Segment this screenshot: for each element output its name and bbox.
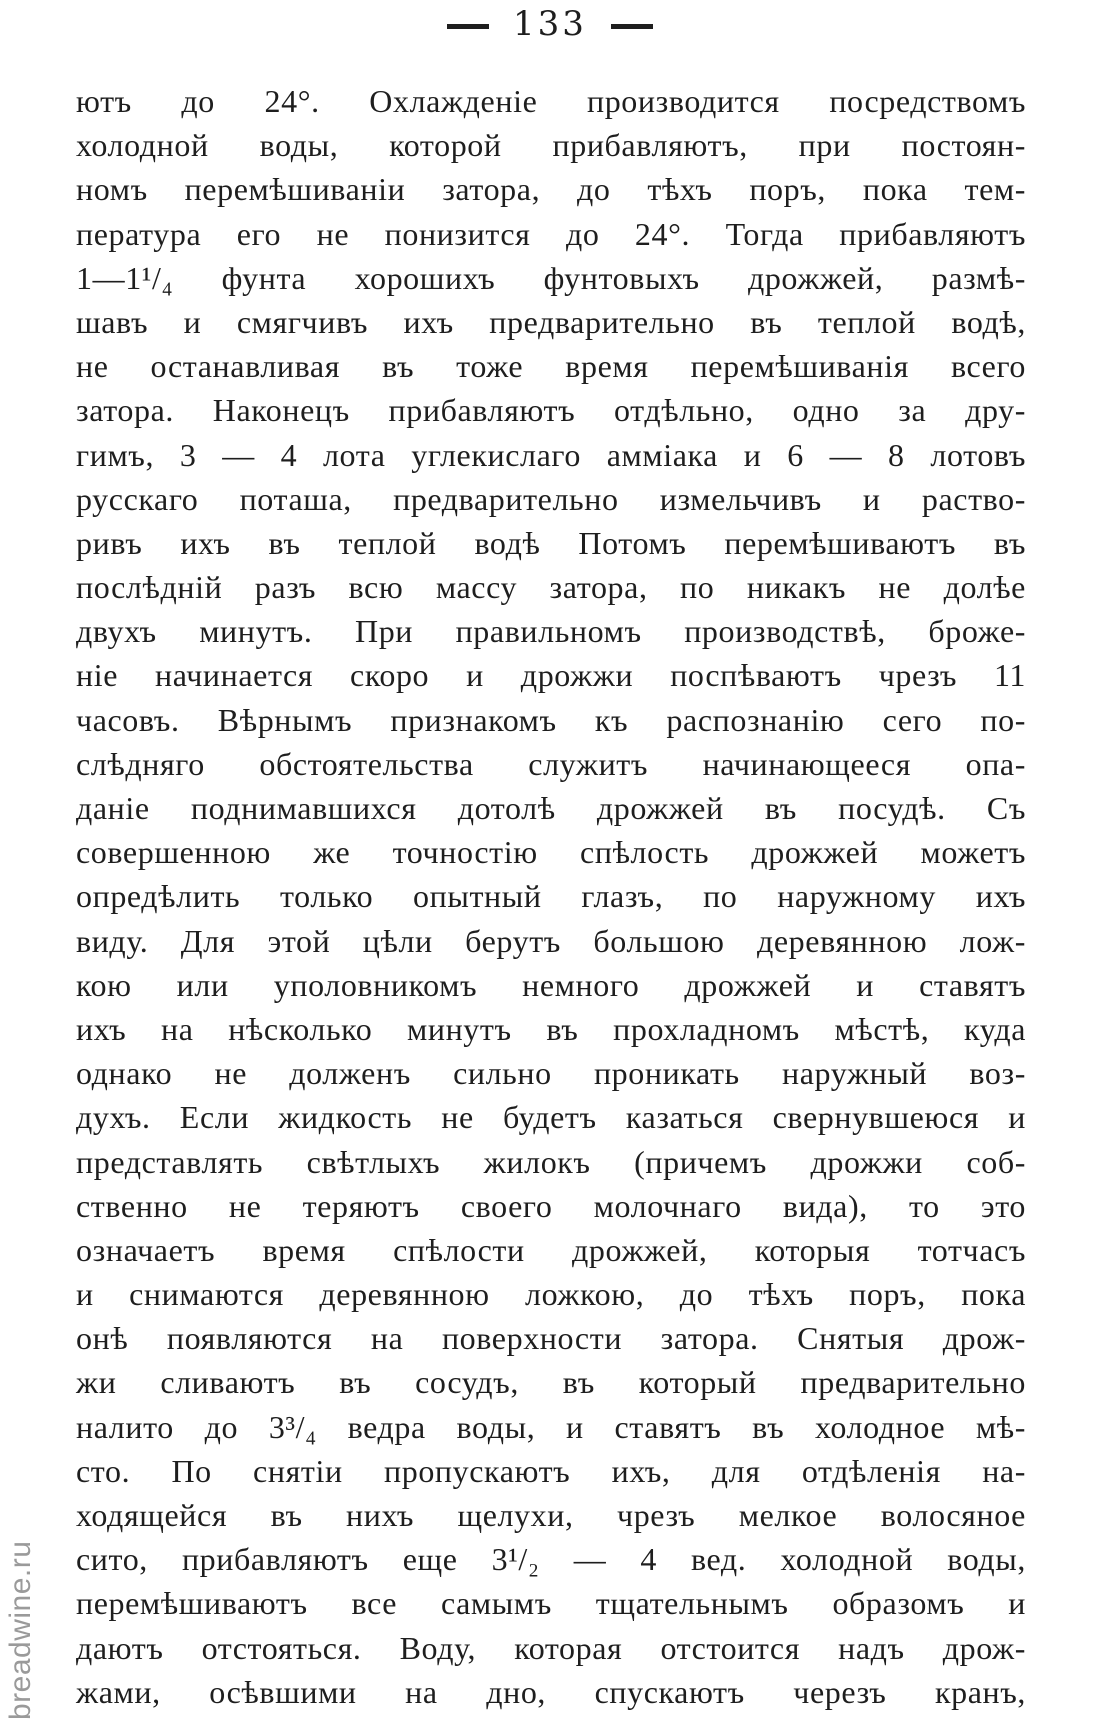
text-line: даютъ отстояться. Воду, которая отстоится надъ дрож- [76, 1629, 1026, 1666]
text-line: русскаго поташа, предварительно измельчивъ и раство- [76, 480, 1026, 517]
text-line: холодной воды, которой прибавляютъ, при постоян- [76, 127, 1026, 164]
text-line: сито, прибавляютъ еще 3¹/₂ — 4 вед. холодной воды, [76, 1541, 1026, 1578]
header-dash-left [447, 24, 489, 29]
text-line: онѣ появляются на поверхности затора. Снятыя дрож- [76, 1320, 1026, 1357]
text-line: сто. По снятіи пропускаютъ ихъ, для отдѣленія на- [76, 1452, 1026, 1489]
page-number: 133 [513, 4, 587, 44]
text-line: даніе поднимавшихся дотолѣ дрожжей въ посудѣ. Съ [76, 790, 1026, 826]
text-line: затора. Наконецъ прибавляютъ отдѣльно, одно за дру- [76, 392, 1026, 429]
text-line: послѣдній разъ всю массу затора, по никакъ не долѣе [76, 569, 1026, 606]
text-line: жи сливаютъ въ сосудъ, въ который предварительно [76, 1364, 1026, 1401]
text-line: гимъ, 3 — 4 лота углекислаго аммiака и 6 — 8 лотовъ [76, 436, 1026, 473]
text-line: двухъ минутъ. При правильномъ производствѣ, броже- [76, 613, 1026, 650]
text-line: опредѣлить только опытный глазъ, по наружному ихъ [76, 878, 1026, 915]
text-line: жами, осѣвшими на дно, спускаютъ черезъ кранъ, [76, 1673, 1026, 1710]
text-line: духъ. Если жидкость не будетъ казаться свернувшеюся и [76, 1099, 1026, 1136]
text-line: не останавливая въ тоже время перемѣшиванія всего [76, 348, 1026, 385]
text-line: ихъ на нѣсколько минутъ въ прохладномъ мѣстѣ, куда [76, 1010, 1026, 1047]
text-line: часовъ. Вѣрнымъ признакомъ къ распознанію сего по- [76, 701, 1026, 738]
text-line: виду. Для этой цѣли берутъ большою деревянною лож- [76, 922, 1026, 959]
text-line: однако не долженъ сильно проникать наружный воз- [76, 1055, 1026, 1092]
text-line: шавъ и смягчивъ ихъ предварительно въ теплой водѣ, [76, 303, 1026, 340]
text-line: означаетъ время спѣлости дрожжей, которыя тотчасъ [76, 1231, 1026, 1268]
text-line: совершенною же точностію спѣлость дрожжей можетъ [76, 834, 1026, 871]
text-line: кою или уполовникомъ немного дрожжей и ставятъ [76, 966, 1026, 1003]
header-dash-right [611, 24, 653, 29]
text-line: и снимаются деревянною ложкою, до тѣхъ поръ, пока [76, 1276, 1026, 1313]
text-line: представлять свѣтлыхъ жилокъ (причемъ дрожжи соб- [76, 1143, 1026, 1180]
text-line: налито до 3³/₄ ведра воды, и ставятъ въ холодное мѣ- [76, 1408, 1026, 1445]
text-line: 1—1¹/₄ фунта хорошихъ фунтовыхъ дрожжей, размѣ- [76, 259, 1026, 296]
text-line: номъ перемѣшиваніи затора, до тѣхъ поръ, пока тем- [76, 171, 1026, 208]
text-line: слѣдняго обстоятельства служитъ начинающееся опа- [76, 745, 1026, 782]
text-line: ривъ ихъ въ теплой водѣ Потомъ перемѣшиваютъ въ [76, 524, 1026, 561]
text-line: ютъ до 24°. Охлажденіе производится посредствомъ [76, 83, 1026, 119]
text-line: пература его не понизится до 24°. Тогда прибавляютъ [76, 215, 1026, 252]
text-line: ніе начинается скоро и дрожжи поспѣваютъ чрезъ 11 [76, 657, 1026, 694]
site-watermark: breadwine.ru [4, 1540, 37, 1720]
body-text [76, 79, 1026, 1714]
text-line: ственно не теряютъ своего молочнаго вида), то это [76, 1187, 1026, 1224]
text-line: перемѣшиваютъ все самымъ тщательнымъ образомъ и [76, 1585, 1026, 1622]
text-line: ходящейся въ нихъ щелухи, чрезъ мелкое волосяное [76, 1497, 1026, 1533]
page-header [0, 4, 1100, 44]
